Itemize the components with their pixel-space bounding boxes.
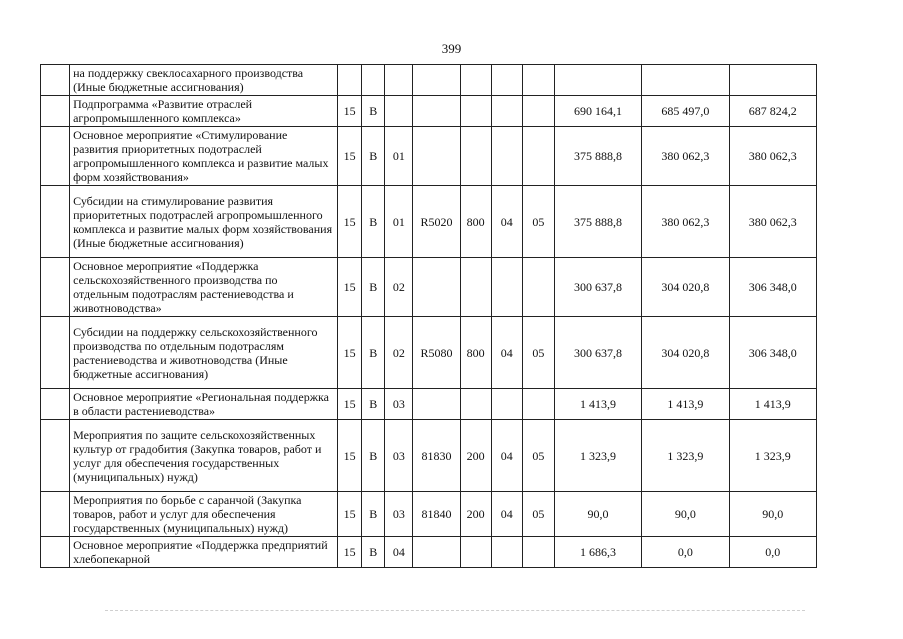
table-row [41,389,817,420]
row-name-cell: Основное мероприятие «Поддержка предприятий хлебопекарной [70,537,338,568]
code-cell: 15 [338,420,362,492]
amount-cell: 90,0 [554,492,641,537]
empty-cell [41,96,70,127]
row-name-cell: на поддержку свеклосахарного производства (Иные бюджетные ассигнования) [70,65,338,96]
amount-cell: 1 686,3 [554,537,641,568]
code-cell [413,537,460,568]
code-cell: 15 [338,389,362,420]
amount-cell: 380 062,3 [729,186,816,258]
amount-cell: 1 323,9 [729,420,816,492]
code-cell: R5080 [413,317,460,389]
code-cell [522,96,554,127]
table-row [41,127,817,186]
amount-cell: 685 497,0 [642,96,729,127]
empty-cell [41,186,70,258]
code-cell: 15 [338,186,362,258]
code-cell: 05 [522,186,554,258]
row-name-cell: Основное мероприятие «Поддержка сельскохозяйственного производства по отдельным подотраслям растениеводства и животноводства» [70,258,338,317]
code-cell: 200 [460,492,491,537]
code-cell [413,96,460,127]
code-cell: 03 [385,420,413,492]
empty-cell [41,127,70,186]
code-cell: 15 [338,127,362,186]
amount-cell: 380 062,3 [642,127,729,186]
empty-cell [41,420,70,492]
code-cell [413,389,460,420]
amount-cell [642,65,729,96]
code-cell: 05 [522,492,554,537]
code-cell [491,65,522,96]
amount-cell: 1 413,9 [642,389,729,420]
row-name-cell: Мероприятия по защите сельскохозяйственных культур от градобития (Закупка товаров, работ и услуг для обеспечения государственных (муниципальных) нужд) [70,420,338,492]
amount-cell: 304 020,8 [642,258,729,317]
code-cell: 03 [385,389,413,420]
code-cell [460,389,491,420]
code-cell: 15 [338,258,362,317]
empty-cell [41,65,70,96]
code-cell: R5020 [413,186,460,258]
code-cell [522,65,554,96]
empty-cell [41,492,70,537]
table-row [41,96,817,127]
code-cell: 800 [460,317,491,389]
code-cell: 04 [491,186,522,258]
page-number: 399 [441,41,462,56]
code-cell: В [362,492,385,537]
amount-cell: 380 062,3 [642,186,729,258]
amount-cell [554,65,641,96]
code-cell: 15 [338,317,362,389]
code-cell: 200 [460,420,491,492]
table-row [41,186,817,258]
code-cell: В [362,186,385,258]
amount-cell: 375 888,8 [554,127,641,186]
table-row [41,65,817,96]
code-cell [413,127,460,186]
code-cell: В [362,317,385,389]
code-cell [491,127,522,186]
code-cell: 05 [522,420,554,492]
code-cell: 04 [385,537,413,568]
amount-cell: 1 413,9 [554,389,641,420]
code-cell [460,127,491,186]
code-cell: 01 [385,127,413,186]
row-name-cell: Субсидии на поддержку сельскохозяйственного производства по отдельным подотраслям растениеводства и животноводства (Иные бюджетные ассигнования) [70,317,338,389]
table-row [41,492,817,537]
code-cell [522,127,554,186]
amount-cell: 306 348,0 [729,258,816,317]
table-row [41,537,817,568]
amount-cell: 90,0 [729,492,816,537]
code-cell [385,65,413,96]
code-cell [362,65,385,96]
empty-cell [41,317,70,389]
amount-cell: 1 323,9 [642,420,729,492]
budget-table [40,64,817,568]
row-name-cell: Мероприятия по борьбе с саранчой (Закупка товаров, работ и услуг для обеспечения государственных (муниципальных) нужд) [70,492,338,537]
scan-edge-line [105,610,805,611]
amount-cell: 0,0 [642,537,729,568]
amount-cell: 690 164,1 [554,96,641,127]
code-cell: В [362,389,385,420]
code-cell: 15 [338,96,362,127]
code-cell [491,389,522,420]
code-cell [338,65,362,96]
code-cell: 81830 [413,420,460,492]
amount-cell: 1 413,9 [729,389,816,420]
code-cell [460,537,491,568]
table-row [41,420,817,492]
code-cell: 800 [460,186,491,258]
code-cell: В [362,420,385,492]
code-cell: 04 [491,420,522,492]
row-name-cell: Подпрограмма «Развитие отраслей агропромышленного комплекса» [70,96,338,127]
code-cell [385,96,413,127]
amount-cell: 300 637,8 [554,317,641,389]
table-row [41,258,817,317]
code-cell [413,65,460,96]
row-name-cell: Субсидии на стимулирование развития приоритетных подотраслей агропромышленного комплекса и развитие малых форм хозяйствования (Иные бюджетные ассигнования) [70,186,338,258]
code-cell [491,537,522,568]
code-cell [522,389,554,420]
code-cell: 02 [385,317,413,389]
code-cell [413,258,460,317]
code-cell: В [362,258,385,317]
amount-cell: 687 824,2 [729,96,816,127]
code-cell: 81840 [413,492,460,537]
code-cell [460,65,491,96]
code-cell: 04 [491,317,522,389]
empty-cell [41,258,70,317]
code-cell: В [362,537,385,568]
empty-cell [41,389,70,420]
code-cell: 15 [338,492,362,537]
empty-cell [41,537,70,568]
amount-cell: 380 062,3 [729,127,816,186]
code-cell [491,258,522,317]
code-cell [522,537,554,568]
code-cell: 03 [385,492,413,537]
code-cell: В [362,96,385,127]
amount-cell: 375 888,8 [554,186,641,258]
amount-cell: 0,0 [729,537,816,568]
amount-cell: 306 348,0 [729,317,816,389]
amount-cell [729,65,816,96]
code-cell [460,96,491,127]
code-cell: В [362,127,385,186]
code-cell: 01 [385,186,413,258]
code-cell [491,96,522,127]
amount-cell: 304 020,8 [642,317,729,389]
row-name-cell: Основное мероприятие «Стимулирование развития приоритетных подотраслей агропромышленного комплекса и развитие малых форм хозяйствования» [70,127,338,186]
code-cell [460,258,491,317]
table-row [41,317,817,389]
amount-cell: 300 637,8 [554,258,641,317]
code-cell [522,258,554,317]
code-cell: 02 [385,258,413,317]
code-cell: 05 [522,317,554,389]
amount-cell: 90,0 [642,492,729,537]
row-name-cell: Основное мероприятие «Региональная поддержка в области растениеводства» [70,389,338,420]
code-cell: 15 [338,537,362,568]
amount-cell: 1 323,9 [554,420,641,492]
code-cell: 04 [491,492,522,537]
